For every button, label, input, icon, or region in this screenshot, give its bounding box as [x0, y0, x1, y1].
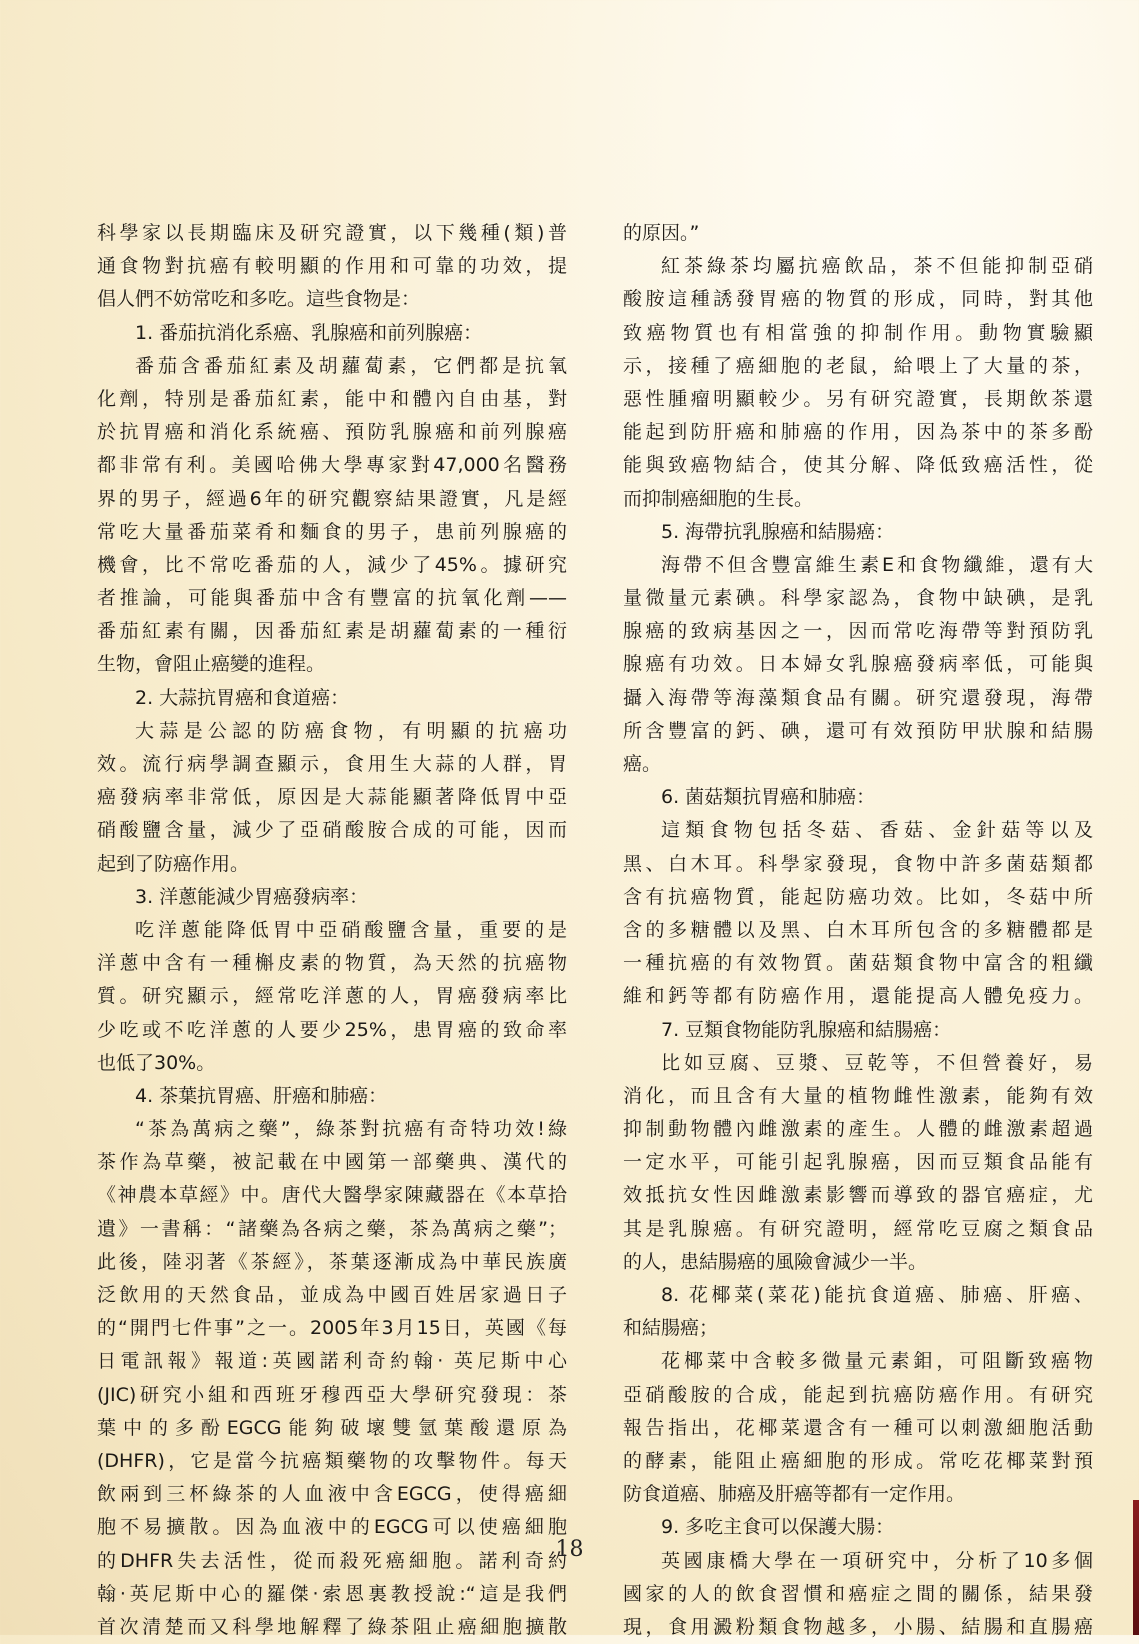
text-line: 量微量元素碘。科學家認為，食物中缺碘，是乳 [623, 587, 1093, 610]
text-line: 生物，會阻止癌變的進程。 [97, 653, 326, 676]
text-line: 翰·英尼斯中心的羅傑·索恩裏教授說:“這是我們 [97, 1582, 567, 1605]
text-line: 洋蔥中含有一種槲皮素的物質，為天然的抗癌物 [97, 952, 567, 975]
text-line: “茶為萬病之藥”，綠茶對抗癌有奇特功效!綠 [135, 1118, 567, 1141]
text-line: 機會，比不常吃番茄的人，減少了45%。據研究 [97, 553, 567, 576]
text-line: 所含豐富的鈣、碘，還可有效預防甲狀腺和結腸 [623, 719, 1093, 742]
text-line: 大蒜是公認的防癌食物，有明顯的抗癌功 [135, 719, 567, 742]
text-line: 葉中的多酚EGCG能夠破壞雙氫葉酸還原為 [97, 1416, 567, 1439]
text-line: 含的多糖體以及黑、白木耳所包含的多糖體都是 [623, 918, 1093, 941]
text-line: 界的男子，經過6年的研究觀察結果證實，凡是經 [97, 487, 567, 510]
section-heading: 5. 海帶抗乳腺癌和結腸癌： [661, 520, 895, 543]
text-line: 海帶不但含豐富維生素E和食物纖維，還有大 [661, 553, 1093, 576]
text-line: 泛飲用的天然食品，並成為中國百姓居家過日子 [97, 1284, 567, 1306]
text-line: 腺癌有功效。日本婦女乳腺癌發病率低，可能與 [623, 653, 1093, 676]
text-line: 硝酸鹽含量，減少了亞硝酸胺合成的可能，因而 [97, 819, 567, 842]
section-heading: 2. 大蒜抗胃癌和食道癌： [135, 686, 350, 709]
section-heading: 8. 花椰菜(菜花)能抗食道癌、肺癌、肝癌、 [661, 1284, 1093, 1306]
text-line: 現，食用澱粉類食物越多，小腸、結腸和直腸癌 [623, 1615, 1093, 1638]
right-text-column [623, 217, 1093, 1644]
text-line: 亞硝酸胺的合成，能起到抗癌防癌作用。有研究 [623, 1383, 1093, 1406]
text-line: 常吃大量番茄菜肴和麵食的男子，患前列腺癌的 [97, 520, 567, 543]
text-line: 的DHFR失去活性，從而殺死癌細胞。諾利奇約 [97, 1549, 567, 1572]
text-line: 於抗胃癌和消化系統癌、預防乳腺癌和前列腺癌 [97, 421, 567, 444]
text-line: 致癌物質也有相當強的抑制作用。動物實驗顯 [623, 321, 1093, 344]
text-line: 化劑，特別是番茄紅素，能中和體內自由基，對 [97, 387, 567, 410]
text-line: 效。流行病學調查顯示，食用生大蒜的人群，胃 [97, 753, 567, 775]
text-line: 抑制動物體內雌激素的產生。人體的雌激素超過 [623, 1118, 1093, 1141]
text-line: 防食道癌、肺癌及肝癌等都有一定作用。 [623, 1483, 966, 1506]
left-text-column [97, 217, 567, 1644]
text-line: 少吃或不吃洋蔥的人要少25%，患胃癌的致命率 [97, 1018, 567, 1041]
text-line: 茶作為草藥，被記載在中國第一部藥典、漢代的 [97, 1151, 567, 1174]
text-line: 一定水平，可能引起乳腺癌，因而豆類食品能有 [623, 1151, 1093, 1174]
text-line: 首次清楚而又科學地解釋了綠茶阻止癌細胞擴散 [97, 1615, 567, 1638]
section-heading: 9. 多吃主食可以保護大腸： [661, 1516, 895, 1539]
text-line: 吃洋蔥能降低胃中亞硝酸鹽含量，重要的是 [135, 918, 567, 941]
text-line: 攝入海帶等海藻類食品有關。研究還發現，海帶 [623, 686, 1093, 709]
text-line: 英國康橋大學在一項研究中，分析了10多個 [661, 1549, 1093, 1572]
text-line: 惡性腫瘤明顯較少。另有研究證實，長期飲茶還 [623, 387, 1093, 410]
text-line: 《神農本草經》中。唐代大醫學家陳藏器在《本草拾 [97, 1184, 567, 1207]
text-line: 的酵素，能阻止癌細胞的形成。常吃花椰菜對預 [623, 1449, 1093, 1472]
text-line: 質。研究顯示，經常吃洋蔥的人，胃癌發病率比 [97, 985, 567, 1008]
text-line: 日電訊報》報道:英國諾利奇約翰· 英尼斯中心 [97, 1350, 567, 1373]
text-line: 能起到防肝癌和肺癌的作用，因為茶中的茶多酚 [623, 421, 1093, 444]
text-line: 也低了30%。 [97, 1051, 216, 1074]
text-line: 紅茶綠茶均屬抗癌飲品，茶不但能抑制亞硝 [661, 255, 1093, 278]
text-line: 酸胺這種誘發胃癌的物質的形成，同時，對其他 [623, 288, 1093, 311]
text-line: 的原因。” [623, 222, 700, 244]
text-line: 花椰菜中含較多微量元素鉬，可阻斷致癌物 [661, 1350, 1093, 1373]
text-line: 報告指出，花椰菜還含有一種可以刺激細胞活動 [623, 1416, 1093, 1439]
text-line: 番茄紅素有關，因番茄紅素是胡蘿蔔素的一種衍 [97, 620, 567, 643]
text-line: 飲兩到三杯綠茶的人血液中含EGCG，使得癌細 [97, 1483, 567, 1506]
text-line: 和結腸癌； [623, 1317, 719, 1340]
text-line: 此後，陸羽著《茶經》，茶葉逐漸成為中華民族廣 [97, 1250, 567, 1273]
text-line: 維和鈣等都有防癌作用，還能提高人體免疫力。 [623, 985, 1093, 1008]
section-heading: 3. 洋蔥能減少胃癌發病率： [135, 885, 369, 908]
text-line: 腺癌的致病基因之一，因而常吃海帶等對預防乳 [623, 620, 1093, 643]
section-heading: 7. 豆類食物能防乳腺癌和結腸癌： [661, 1018, 952, 1041]
text-line: 國家的人的飲食習慣和癌症之間的關係，結果發 [623, 1582, 1093, 1605]
text-line: 的“開門七件事”之一。2005年3月15日，英國《每 [97, 1317, 567, 1340]
text-line: 倡人們不妨常吃和多吃。這些食物是： [97, 288, 421, 311]
section-heading: 6. 菌菇類抗胃癌和肺癌： [661, 786, 876, 809]
text-line: 都非常有利。美國哈佛大學專家對47,000名醫務 [97, 454, 567, 477]
text-line: 能與致癌物結合，使其分解、降低致癌活性，從 [623, 454, 1093, 477]
text-line: 而抑制癌細胞的生長。 [623, 487, 814, 510]
text-line: 一種抗癌的有效物質。菌菇類食物中富含的粗纖 [623, 952, 1093, 975]
section-heading: 4. 茶葉抗胃癌、肝癌和肺癌： [135, 1084, 388, 1107]
text-line: 胞不易擴散。因為血液中的EGCG可以使癌細胞 [97, 1516, 567, 1539]
text-line: 其是乳腺癌。有研究證明，經常吃豆腐之類食品 [623, 1217, 1093, 1240]
text-line: 番茄含番茄紅素及胡蘿蔔素，它們都是抗氧 [135, 354, 567, 377]
text-line: 遺》一書稱：“諸藥為各病之藥，茶為萬病之藥”； [97, 1217, 567, 1240]
text-line: 比如豆腐、豆漿、豆乾等，不但營養好，易 [661, 1051, 1093, 1074]
text-line: 的人，患結腸癌的風險會減少一半。 [623, 1250, 928, 1273]
text-line: 癌。 [623, 753, 662, 775]
text-line: 示，接種了癌細胞的老鼠，給喂上了大量的茶， [623, 354, 1093, 377]
text-line: (DHFR)，它是當今抗癌類藥物的攻擊物件。每天 [97, 1449, 567, 1472]
text-line: 這類食物包括冬菇、香菇、金針菇等以及 [661, 819, 1093, 842]
text-line: 者推論，可能與番茄中含有豐富的抗氧化劑—— [97, 587, 567, 610]
section-heading: 1. 番茄抗消化系癌、乳腺癌和前列腺癌： [135, 321, 483, 344]
text-line: 起到了防癌作用。 [97, 852, 250, 875]
text-line: 含有抗癌物質，能起防癌功效。比如，冬菇中所 [623, 885, 1093, 908]
text-line: (JIC)研究小組和西班牙穆西亞大學研究發現：茶 [97, 1383, 567, 1406]
text-line: 科學家以長期臨床及研究證實，以下幾種(類)普 [97, 222, 567, 244]
page-edge-strip [1133, 1500, 1139, 1635]
text-line: 黑、白木耳。科學家發現，食物中許多菌菇類都 [623, 852, 1093, 875]
text-line: 消化，而且含有大量的植物雌性激素，能夠有效 [623, 1084, 1093, 1107]
page-number: 18 [555, 1537, 584, 1562]
text-line: 通食物對抗癌有較明顯的作用和可靠的功效，提 [97, 255, 567, 278]
text-line: 效抵抗女性因雌激素影響而導致的器官癌症，尤 [623, 1184, 1093, 1207]
text-line: 癌發病率非常低，原因是大蒜能顯著降低胃中亞 [97, 786, 567, 809]
